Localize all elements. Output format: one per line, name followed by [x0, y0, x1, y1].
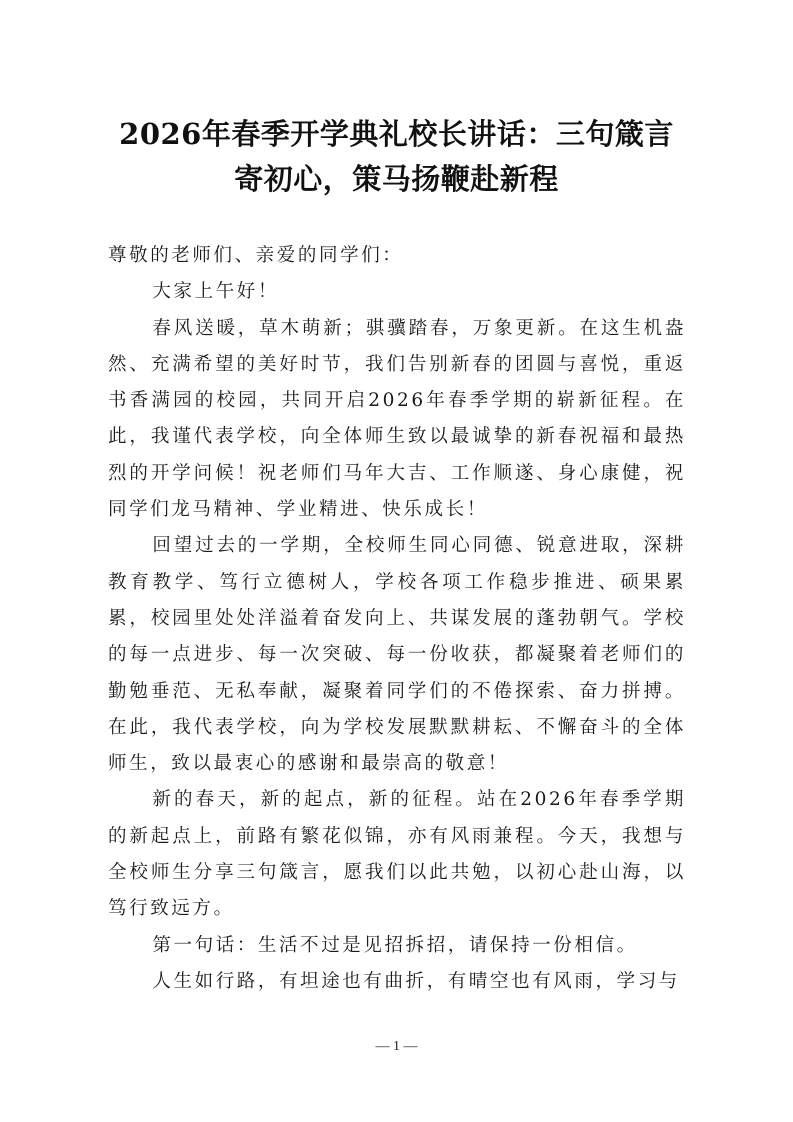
section-heading: 第一句话：生活不过是见招拆招，请保持一份相信。 [152, 934, 638, 956]
salutation: 尊敬的老师们、亲爱的同学们： [108, 245, 404, 266]
title-line-2: 寄初心，策马扬鞭赴新程 [234, 162, 559, 196]
document-title [60, 112, 733, 202]
page-number: — 1 — [375, 1039, 418, 1054]
paragraph: 回望过去的一学期，全校师生同心同德、锐意进取，深耕教育教学、笃行立德树人，学校各项工作稳步推进、硕果累累，校园里处处洋溢着奋发向上、共谋发展的蓬勃朝气。学校的每一点进步、每一次突破、每一份收获，都凝聚着老师们的勤勉垂范、无私奉献，凝聚着同学们的不倦探索、奋力拼搏。在此，我代表学校，向为学校发展默默耕耘、不懈奋斗的全体师生，致以最衷心的感谢和最崇高的敬意！ [108, 535, 686, 775]
title-line-1: 2026年春季开学典礼校长讲话：三句箴言 [119, 117, 674, 151]
document-body [108, 238, 686, 1000]
paragraph-greeting: 大家上午好！ [152, 281, 279, 303]
paragraph: 新的春天，新的起点，新的征程。站在2026年春季学期的新起点上，前路有繁花似锦，亦有风雨兼程。今天，我想与全校师生分享三句箴言，愿我们以此共勉，以初心赴山海，以笃行致远方。 [108, 789, 686, 920]
paragraph: 人生如行路，有坦途也有曲折，有晴空也有风雨，学习与 [152, 970, 680, 992]
paragraph: 春风送暖，草木萌新；骐骥踏春，万象更新。在这生机盎然、充满希望的美好时节，我们告别新春的团圆与喜悦，重返书香满园的校园，共同开启2026年春季学期的崭新征程。在此，我谨代表学校，向全体师生致以最诚挚的新春祝福和最热烈的开学问候！祝老师们马年大吉、工作顺遂、身心康健，祝同学们龙马精神、学业精进、快乐成长！ [108, 317, 686, 521]
